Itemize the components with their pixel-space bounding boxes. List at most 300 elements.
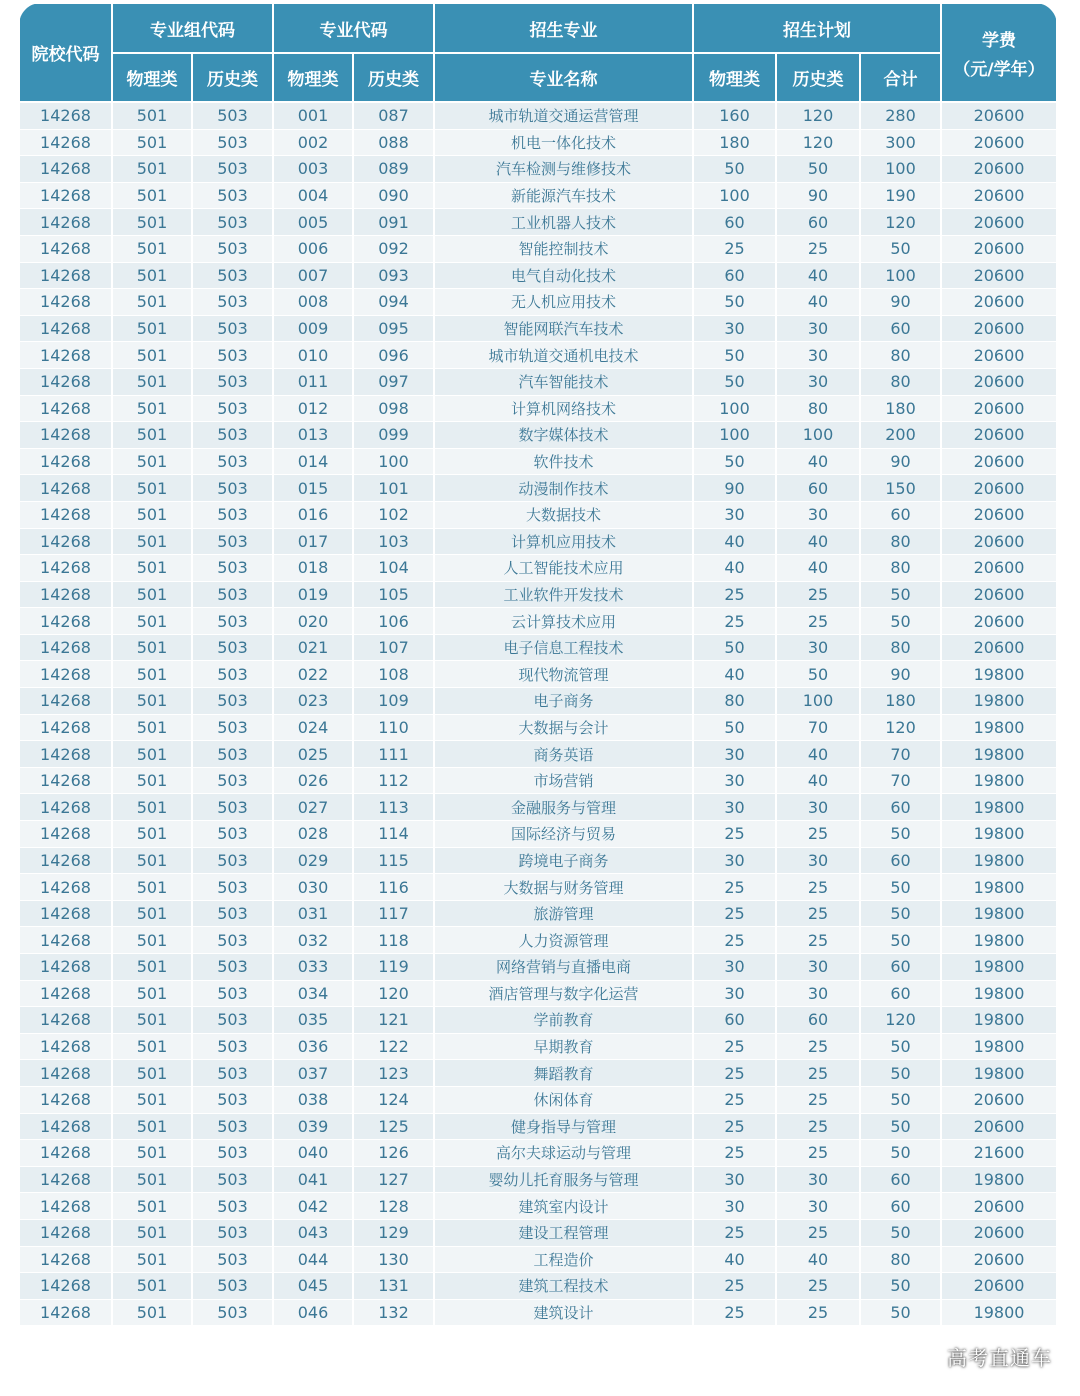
cell-tuition: 19800 (941, 794, 1057, 821)
cell-plan-total: 80 (860, 368, 941, 395)
cell-plan-total: 60 (860, 315, 941, 342)
cell-major-name: 早期教育 (434, 1033, 693, 1060)
cell-tuition: 19800 (941, 1166, 1057, 1193)
table-row (19, 954, 1057, 981)
cell-group-physics: 501 (112, 1219, 192, 1246)
table-row (19, 156, 1057, 183)
cell-school-code: 14268 (19, 714, 112, 741)
cell-major-physics: 024 (273, 714, 353, 741)
cell-tuition: 19800 (941, 954, 1057, 981)
cell-plan-history: 30 (776, 794, 860, 821)
cell-major-physics: 022 (273, 661, 353, 688)
cell-plan-total: 80 (860, 342, 941, 369)
cell-tuition: 19800 (941, 714, 1057, 741)
cell-major-history: 130 (353, 1246, 434, 1273)
table-row (19, 315, 1057, 342)
cell-major-physics: 016 (273, 501, 353, 528)
cell-plan-total: 50 (860, 900, 941, 927)
cell-major-physics: 003 (273, 156, 353, 183)
cell-plan-total: 80 (860, 555, 941, 582)
header-enroll-major: 招生专业 (434, 3, 693, 53)
cell-major-name: 云计算技术应用 (434, 608, 693, 635)
cell-major-physics: 014 (273, 448, 353, 475)
cell-major-name: 软件技术 (434, 448, 693, 475)
cell-major-physics: 035 (273, 1007, 353, 1034)
cell-major-physics: 034 (273, 980, 353, 1007)
cell-tuition: 20600 (941, 315, 1057, 342)
cell-group-physics: 501 (112, 555, 192, 582)
cell-group-history: 503 (192, 342, 273, 369)
cell-group-physics: 501 (112, 289, 192, 316)
cell-group-history: 503 (192, 608, 273, 635)
cell-major-history: 090 (353, 182, 434, 209)
cell-plan-physics: 25 (693, 1140, 776, 1167)
cell-school-code: 14268 (19, 501, 112, 528)
cell-group-history: 503 (192, 289, 273, 316)
cell-group-history: 503 (192, 422, 273, 449)
cell-school-code: 14268 (19, 1007, 112, 1034)
cell-group-history: 503 (192, 1086, 273, 1113)
cell-school-code: 14268 (19, 1219, 112, 1246)
cell-plan-history: 30 (776, 954, 860, 981)
cell-plan-total: 280 (860, 102, 941, 129)
cell-plan-physics: 30 (693, 954, 776, 981)
cell-plan-history: 40 (776, 741, 860, 768)
cell-group-physics: 501 (112, 900, 192, 927)
cell-group-history: 503 (192, 821, 273, 848)
cell-major-name: 人工智能技术应用 (434, 555, 693, 582)
cell-school-code: 14268 (19, 1193, 112, 1220)
header-major-code: 专业代码 (273, 3, 434, 53)
table-row (19, 1060, 1057, 1087)
cell-plan-physics: 50 (693, 342, 776, 369)
cell-major-name: 工业软件开发技术 (434, 581, 693, 608)
cell-school-code: 14268 (19, 1299, 112, 1325)
cell-major-name: 网络营销与直播电商 (434, 954, 693, 981)
cell-group-history: 503 (192, 1273, 273, 1300)
cell-school-code: 14268 (19, 1140, 112, 1167)
cell-major-name: 婴幼儿托育服务与管理 (434, 1166, 693, 1193)
cell-major-history: 132 (353, 1299, 434, 1325)
cell-major-physics: 001 (273, 102, 353, 129)
table-row (19, 821, 1057, 848)
cell-tuition: 19800 (941, 1060, 1057, 1087)
cell-major-history: 088 (353, 129, 434, 156)
cell-plan-history: 40 (776, 528, 860, 555)
cell-group-physics: 501 (112, 422, 192, 449)
cell-group-physics: 501 (112, 1193, 192, 1220)
table-row (19, 1219, 1057, 1246)
cell-major-name: 建筑室内设计 (434, 1193, 693, 1220)
cell-plan-history: 60 (776, 209, 860, 236)
table-row (19, 448, 1057, 475)
cell-group-physics: 501 (112, 475, 192, 502)
cell-plan-total: 100 (860, 262, 941, 289)
cell-group-history: 503 (192, 102, 273, 129)
cell-plan-history: 30 (776, 315, 860, 342)
cell-major-physics: 027 (273, 794, 353, 821)
cell-plan-history: 100 (776, 422, 860, 449)
cell-major-physics: 029 (273, 847, 353, 874)
cell-tuition: 19800 (941, 900, 1057, 927)
cell-plan-history: 120 (776, 129, 860, 156)
table-row (19, 289, 1057, 316)
table-row (19, 741, 1057, 768)
table-row (19, 874, 1057, 901)
cell-tuition: 19800 (941, 874, 1057, 901)
cell-group-physics: 501 (112, 315, 192, 342)
cell-group-history: 503 (192, 1007, 273, 1034)
cell-major-name: 无人机应用技术 (434, 289, 693, 316)
cell-tuition: 20600 (941, 1219, 1057, 1246)
cell-group-history: 503 (192, 954, 273, 981)
cell-plan-history: 40 (776, 767, 860, 794)
cell-major-history: 098 (353, 395, 434, 422)
cell-plan-history: 90 (776, 182, 860, 209)
enrollment-table-container (18, 2, 1056, 1325)
cell-major-history: 129 (353, 1219, 434, 1246)
cell-plan-history: 60 (776, 475, 860, 502)
cell-major-history: 102 (353, 501, 434, 528)
cell-major-history: 107 (353, 634, 434, 661)
cell-tuition: 20600 (941, 448, 1057, 475)
cell-major-name: 动漫制作技术 (434, 475, 693, 502)
cell-group-history: 503 (192, 1060, 273, 1087)
cell-group-history: 503 (192, 661, 273, 688)
cell-group-physics: 501 (112, 1166, 192, 1193)
cell-major-physics: 009 (273, 315, 353, 342)
cell-major-name: 市场营销 (434, 767, 693, 794)
cell-group-physics: 501 (112, 1273, 192, 1300)
cell-plan-total: 50 (860, 608, 941, 635)
cell-plan-total: 70 (860, 767, 941, 794)
cell-major-physics: 038 (273, 1086, 353, 1113)
cell-plan-history: 50 (776, 156, 860, 183)
cell-tuition: 19800 (941, 1033, 1057, 1060)
cell-school-code: 14268 (19, 235, 112, 262)
cell-group-history: 503 (192, 927, 273, 954)
cell-plan-history: 25 (776, 1033, 860, 1060)
cell-major-name: 商务英语 (434, 741, 693, 768)
cell-plan-history: 60 (776, 1007, 860, 1034)
cell-major-name: 计算机应用技术 (434, 528, 693, 555)
cell-plan-total: 50 (860, 1033, 941, 1060)
cell-plan-total: 50 (860, 1140, 941, 1167)
cell-tuition: 19800 (941, 847, 1057, 874)
cell-major-history: 126 (353, 1140, 434, 1167)
cell-school-code: 14268 (19, 927, 112, 954)
cell-group-physics: 501 (112, 954, 192, 981)
cell-school-code: 14268 (19, 262, 112, 289)
cell-major-name: 人力资源管理 (434, 927, 693, 954)
table-row (19, 581, 1057, 608)
cell-major-physics: 019 (273, 581, 353, 608)
cell-plan-history: 25 (776, 1113, 860, 1140)
cell-major-history: 108 (353, 661, 434, 688)
cell-school-code: 14268 (19, 182, 112, 209)
table-row (19, 102, 1057, 129)
table-row (19, 209, 1057, 236)
cell-tuition: 19800 (941, 1299, 1057, 1325)
cell-plan-physics: 60 (693, 209, 776, 236)
cell-tuition: 20600 (941, 342, 1057, 369)
cell-major-history: 111 (353, 741, 434, 768)
table-row (19, 1166, 1057, 1193)
cell-plan-history: 40 (776, 1246, 860, 1273)
cell-plan-physics: 30 (693, 980, 776, 1007)
cell-school-code: 14268 (19, 448, 112, 475)
cell-group-history: 503 (192, 1246, 273, 1273)
cell-plan-history: 30 (776, 501, 860, 528)
table-row (19, 528, 1057, 555)
cell-major-physics: 007 (273, 262, 353, 289)
cell-plan-physics: 30 (693, 501, 776, 528)
cell-plan-physics: 100 (693, 182, 776, 209)
cell-school-code: 14268 (19, 156, 112, 183)
cell-school-code: 14268 (19, 475, 112, 502)
cell-group-physics: 501 (112, 262, 192, 289)
cell-plan-history: 25 (776, 1299, 860, 1325)
cell-major-physics: 037 (273, 1060, 353, 1087)
cell-school-code: 14268 (19, 289, 112, 316)
cell-plan-physics: 25 (693, 900, 776, 927)
cell-major-physics: 028 (273, 821, 353, 848)
cell-group-physics: 501 (112, 1299, 192, 1325)
cell-plan-history: 40 (776, 448, 860, 475)
header-group-physics: 物理类 (112, 53, 192, 102)
cell-tuition: 19800 (941, 980, 1057, 1007)
table-row (19, 395, 1057, 422)
cell-major-name: 工程造价 (434, 1246, 693, 1273)
cell-group-physics: 501 (112, 1060, 192, 1087)
cell-plan-physics: 40 (693, 1246, 776, 1273)
cell-school-code: 14268 (19, 980, 112, 1007)
cell-plan-history: 25 (776, 1273, 860, 1300)
cell-plan-physics: 100 (693, 395, 776, 422)
table-row (19, 129, 1057, 156)
cell-plan-physics: 25 (693, 235, 776, 262)
cell-major-physics: 030 (273, 874, 353, 901)
table-row (19, 1193, 1057, 1220)
cell-major-name: 大数据技术 (434, 501, 693, 528)
cell-plan-total: 50 (860, 1113, 941, 1140)
cell-major-physics: 026 (273, 767, 353, 794)
table-row (19, 927, 1057, 954)
cell-major-physics: 040 (273, 1140, 353, 1167)
cell-plan-history: 70 (776, 714, 860, 741)
cell-major-name: 电子信息工程技术 (434, 634, 693, 661)
header-tuition (941, 3, 1057, 102)
cell-group-physics: 501 (112, 1113, 192, 1140)
cell-group-history: 503 (192, 156, 273, 183)
cell-group-physics: 501 (112, 741, 192, 768)
cell-major-physics: 031 (273, 900, 353, 927)
cell-group-physics: 501 (112, 102, 192, 129)
cell-tuition: 20600 (941, 395, 1057, 422)
cell-plan-history: 25 (776, 1219, 860, 1246)
cell-major-history: 122 (353, 1033, 434, 1060)
cell-group-history: 503 (192, 555, 273, 582)
cell-plan-physics: 30 (693, 767, 776, 794)
cell-group-physics: 501 (112, 182, 192, 209)
cell-school-code: 14268 (19, 209, 112, 236)
cell-major-name: 大数据与会计 (434, 714, 693, 741)
table-row (19, 422, 1057, 449)
cell-tuition: 20600 (941, 209, 1057, 236)
cell-major-history: 103 (353, 528, 434, 555)
cell-school-code: 14268 (19, 342, 112, 369)
cell-major-history: 109 (353, 688, 434, 715)
cell-major-history: 101 (353, 475, 434, 502)
cell-group-history: 503 (192, 714, 273, 741)
table-row (19, 182, 1057, 209)
header-group-history: 历史类 (192, 53, 273, 102)
cell-major-history: 121 (353, 1007, 434, 1034)
cell-school-code: 14268 (19, 581, 112, 608)
cell-major-physics: 041 (273, 1166, 353, 1193)
cell-group-history: 503 (192, 767, 273, 794)
cell-plan-history: 25 (776, 874, 860, 901)
cell-tuition: 19800 (941, 688, 1057, 715)
table-row (19, 634, 1057, 661)
cell-school-code: 14268 (19, 555, 112, 582)
table-row (19, 1007, 1057, 1034)
cell-tuition: 20600 (941, 528, 1057, 555)
table-row (19, 1033, 1057, 1060)
cell-plan-total: 180 (860, 395, 941, 422)
cell-major-name: 建设工程管理 (434, 1219, 693, 1246)
table-row (19, 1273, 1057, 1300)
table-row (19, 262, 1057, 289)
cell-plan-total: 60 (860, 1166, 941, 1193)
cell-plan-history: 25 (776, 1060, 860, 1087)
cell-plan-total: 80 (860, 1246, 941, 1273)
cell-major-history: 113 (353, 794, 434, 821)
cell-group-history: 503 (192, 874, 273, 901)
cell-plan-total: 60 (860, 501, 941, 528)
cell-group-history: 503 (192, 1299, 273, 1325)
cell-major-physics: 012 (273, 395, 353, 422)
cell-major-name: 工业机器人技术 (434, 209, 693, 236)
cell-major-physics: 025 (273, 741, 353, 768)
cell-major-physics: 023 (273, 688, 353, 715)
cell-tuition: 20600 (941, 475, 1057, 502)
cell-tuition: 20600 (941, 262, 1057, 289)
cell-plan-physics: 25 (693, 874, 776, 901)
cell-major-physics: 008 (273, 289, 353, 316)
cell-school-code: 14268 (19, 129, 112, 156)
cell-group-history: 503 (192, 235, 273, 262)
cell-group-history: 503 (192, 475, 273, 502)
cell-tuition: 20600 (941, 581, 1057, 608)
cell-plan-history: 25 (776, 821, 860, 848)
cell-plan-physics: 50 (693, 634, 776, 661)
cell-tuition: 20600 (941, 422, 1057, 449)
table-row (19, 688, 1057, 715)
cell-tuition: 20600 (941, 608, 1057, 635)
cell-plan-physics: 80 (693, 688, 776, 715)
cell-tuition: 19800 (941, 767, 1057, 794)
cell-plan-total: 50 (860, 1299, 941, 1325)
cell-plan-physics: 60 (693, 262, 776, 289)
cell-plan-physics: 25 (693, 1086, 776, 1113)
cell-major-name: 新能源汽车技术 (434, 182, 693, 209)
cell-plan-physics: 50 (693, 368, 776, 395)
cell-group-history: 503 (192, 315, 273, 342)
cell-plan-total: 50 (860, 235, 941, 262)
cell-major-history: 105 (353, 581, 434, 608)
cell-plan-total: 50 (860, 1219, 941, 1246)
cell-plan-physics: 25 (693, 1299, 776, 1325)
cell-tuition: 20600 (941, 1113, 1057, 1140)
cell-plan-physics: 30 (693, 794, 776, 821)
cell-tuition: 20600 (941, 102, 1057, 129)
cell-plan-total: 180 (860, 688, 941, 715)
cell-plan-history: 120 (776, 102, 860, 129)
cell-plan-total: 50 (860, 1086, 941, 1113)
cell-tuition: 20600 (941, 501, 1057, 528)
cell-plan-total: 200 (860, 422, 941, 449)
cell-major-history: 118 (353, 927, 434, 954)
cell-plan-physics: 25 (693, 1273, 776, 1300)
cell-school-code: 14268 (19, 102, 112, 129)
cell-plan-total: 50 (860, 927, 941, 954)
cell-plan-physics: 30 (693, 741, 776, 768)
watermark: 高考直通车 (947, 1346, 1052, 1370)
cell-plan-physics: 60 (693, 1007, 776, 1034)
cell-group-physics: 501 (112, 847, 192, 874)
cell-plan-physics: 40 (693, 555, 776, 582)
header-tuition-unit: （元/学年） (953, 59, 1045, 80)
cell-major-physics: 006 (273, 235, 353, 262)
cell-plan-physics: 90 (693, 475, 776, 502)
cell-school-code: 14268 (19, 847, 112, 874)
cell-plan-physics: 30 (693, 315, 776, 342)
cell-plan-physics: 50 (693, 448, 776, 475)
cell-major-physics: 018 (273, 555, 353, 582)
table-row (19, 1113, 1057, 1140)
cell-plan-physics: 30 (693, 1166, 776, 1193)
cell-tuition: 20600 (941, 1086, 1057, 1113)
cell-plan-physics: 25 (693, 927, 776, 954)
cell-major-history: 093 (353, 262, 434, 289)
cell-school-code: 14268 (19, 821, 112, 848)
cell-group-physics: 501 (112, 395, 192, 422)
cell-group-physics: 501 (112, 688, 192, 715)
cell-plan-physics: 30 (693, 847, 776, 874)
cell-plan-history: 25 (776, 927, 860, 954)
cell-major-history: 087 (353, 102, 434, 129)
table-row (19, 501, 1057, 528)
cell-major-history: 096 (353, 342, 434, 369)
cell-group-physics: 501 (112, 874, 192, 901)
cell-group-physics: 501 (112, 794, 192, 821)
cell-major-name: 建筑工程技术 (434, 1273, 693, 1300)
cell-major-name: 舞蹈教育 (434, 1060, 693, 1087)
cell-group-history: 503 (192, 900, 273, 927)
cell-school-code: 14268 (19, 368, 112, 395)
table-row (19, 608, 1057, 635)
cell-plan-total: 50 (860, 821, 941, 848)
cell-major-history: 110 (353, 714, 434, 741)
table-header (19, 3, 1057, 102)
table-row (19, 1086, 1057, 1113)
cell-school-code: 14268 (19, 900, 112, 927)
cell-school-code: 14268 (19, 1246, 112, 1273)
cell-plan-total: 70 (860, 741, 941, 768)
cell-major-name: 建筑设计 (434, 1299, 693, 1325)
cell-plan-history: 30 (776, 847, 860, 874)
